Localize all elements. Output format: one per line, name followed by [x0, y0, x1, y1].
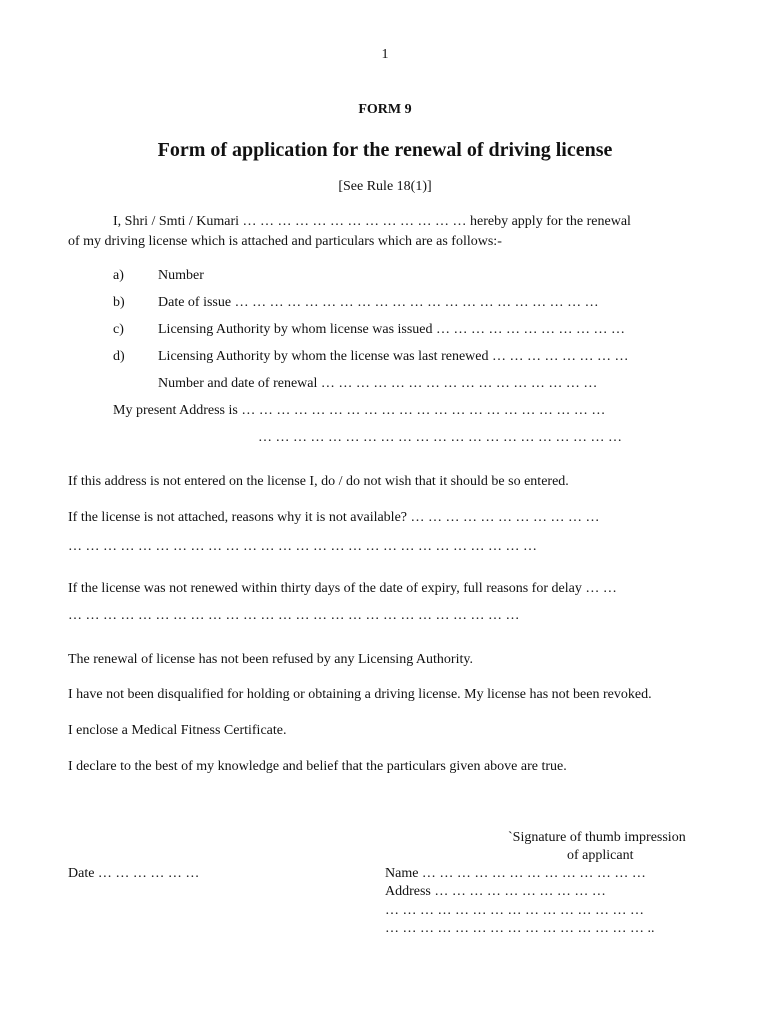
not-renewed-line-1: If the license was not renewed within thirty days of the date of expiry, full reasons for delay … … — [68, 581, 617, 596]
item-b-marker: b) — [113, 295, 125, 310]
not-attached-line-1: If the license is not attached, reasons why it is not available? … … … … … … … … … … … — [68, 510, 600, 525]
address-line-1: My present Address is … … … … … … … … … … … … … … … … … … … … … — [113, 403, 606, 418]
date-field: Date … … … … … … — [68, 866, 200, 881]
address-not-entered-text: If this address is not entered on the license I, do / do not wish that it should be so entered. — [68, 474, 569, 489]
item-b-text: Date of issue … … … … … … … … … … … … … … … … … … … … … — [158, 295, 599, 310]
not-refused-text: The renewal of license has not been refused by any Licensing Authority. — [68, 652, 473, 667]
not-attached-line-2: … … … … … … … … … … … … … … … … … … … … … … … … … … … — [68, 539, 537, 554]
name-field: Name … … … … … … … … … … … … … — [385, 866, 646, 881]
item-d-marker: d) — [113, 349, 125, 364]
rule-reference: [See Rule 18(1)] — [338, 179, 432, 194]
form-label: FORM 9 — [358, 102, 412, 117]
renewal-line: Number and date of renewal … … … … … … … … … … … … … … … … — [158, 376, 598, 391]
page-number: 1 — [381, 47, 389, 62]
signature-label-line-1: `Signature of thumb impression — [508, 830, 686, 845]
intro-line-2: of my driving license which is attached and particulars which are as follows:- — [68, 234, 502, 249]
address-field-line-2: … … … … … … … … … … … … … … … — [385, 903, 644, 918]
not-renewed-line-2: … … … … … … … … … … … … … … … … … … … … … … … … … … — [68, 608, 520, 623]
declaration-text: I declare to the best of my knowledge and belief that the particulars given above are true. — [68, 759, 567, 774]
signature-label-line-2: of applicant — [567, 848, 634, 863]
address-line-2: … … … … … … … … … … … … … … … … … … … … … — [258, 430, 622, 445]
not-disqualified-text: I have not been disqualified for holding or obtaining a driving license. My license has not been revoked. — [68, 687, 652, 702]
item-a-text: Number — [158, 268, 204, 283]
item-d-text: Licensing Authority by whom the license was last renewed … … … … … … … … — [158, 349, 629, 364]
address-field: Address … … … … … … … … … … — [385, 884, 606, 899]
page-title: Form of application for the renewal of driving license — [157, 139, 613, 161]
intro-line-1: I, Shri / Smti / Kumari … … … … … … … … … … … … … hereby apply for the renewal — [113, 214, 631, 229]
item-a-marker: a) — [113, 268, 124, 283]
medical-certificate-text: I enclose a Medical Fitness Certificate. — [68, 723, 287, 738]
item-c-text: Licensing Authority by whom license was issued … … … … … … … … … … … — [158, 322, 626, 337]
address-field-line-3: … … … … … … … … … … … … … … … .. — [385, 921, 655, 936]
item-c-marker: c) — [113, 322, 124, 337]
